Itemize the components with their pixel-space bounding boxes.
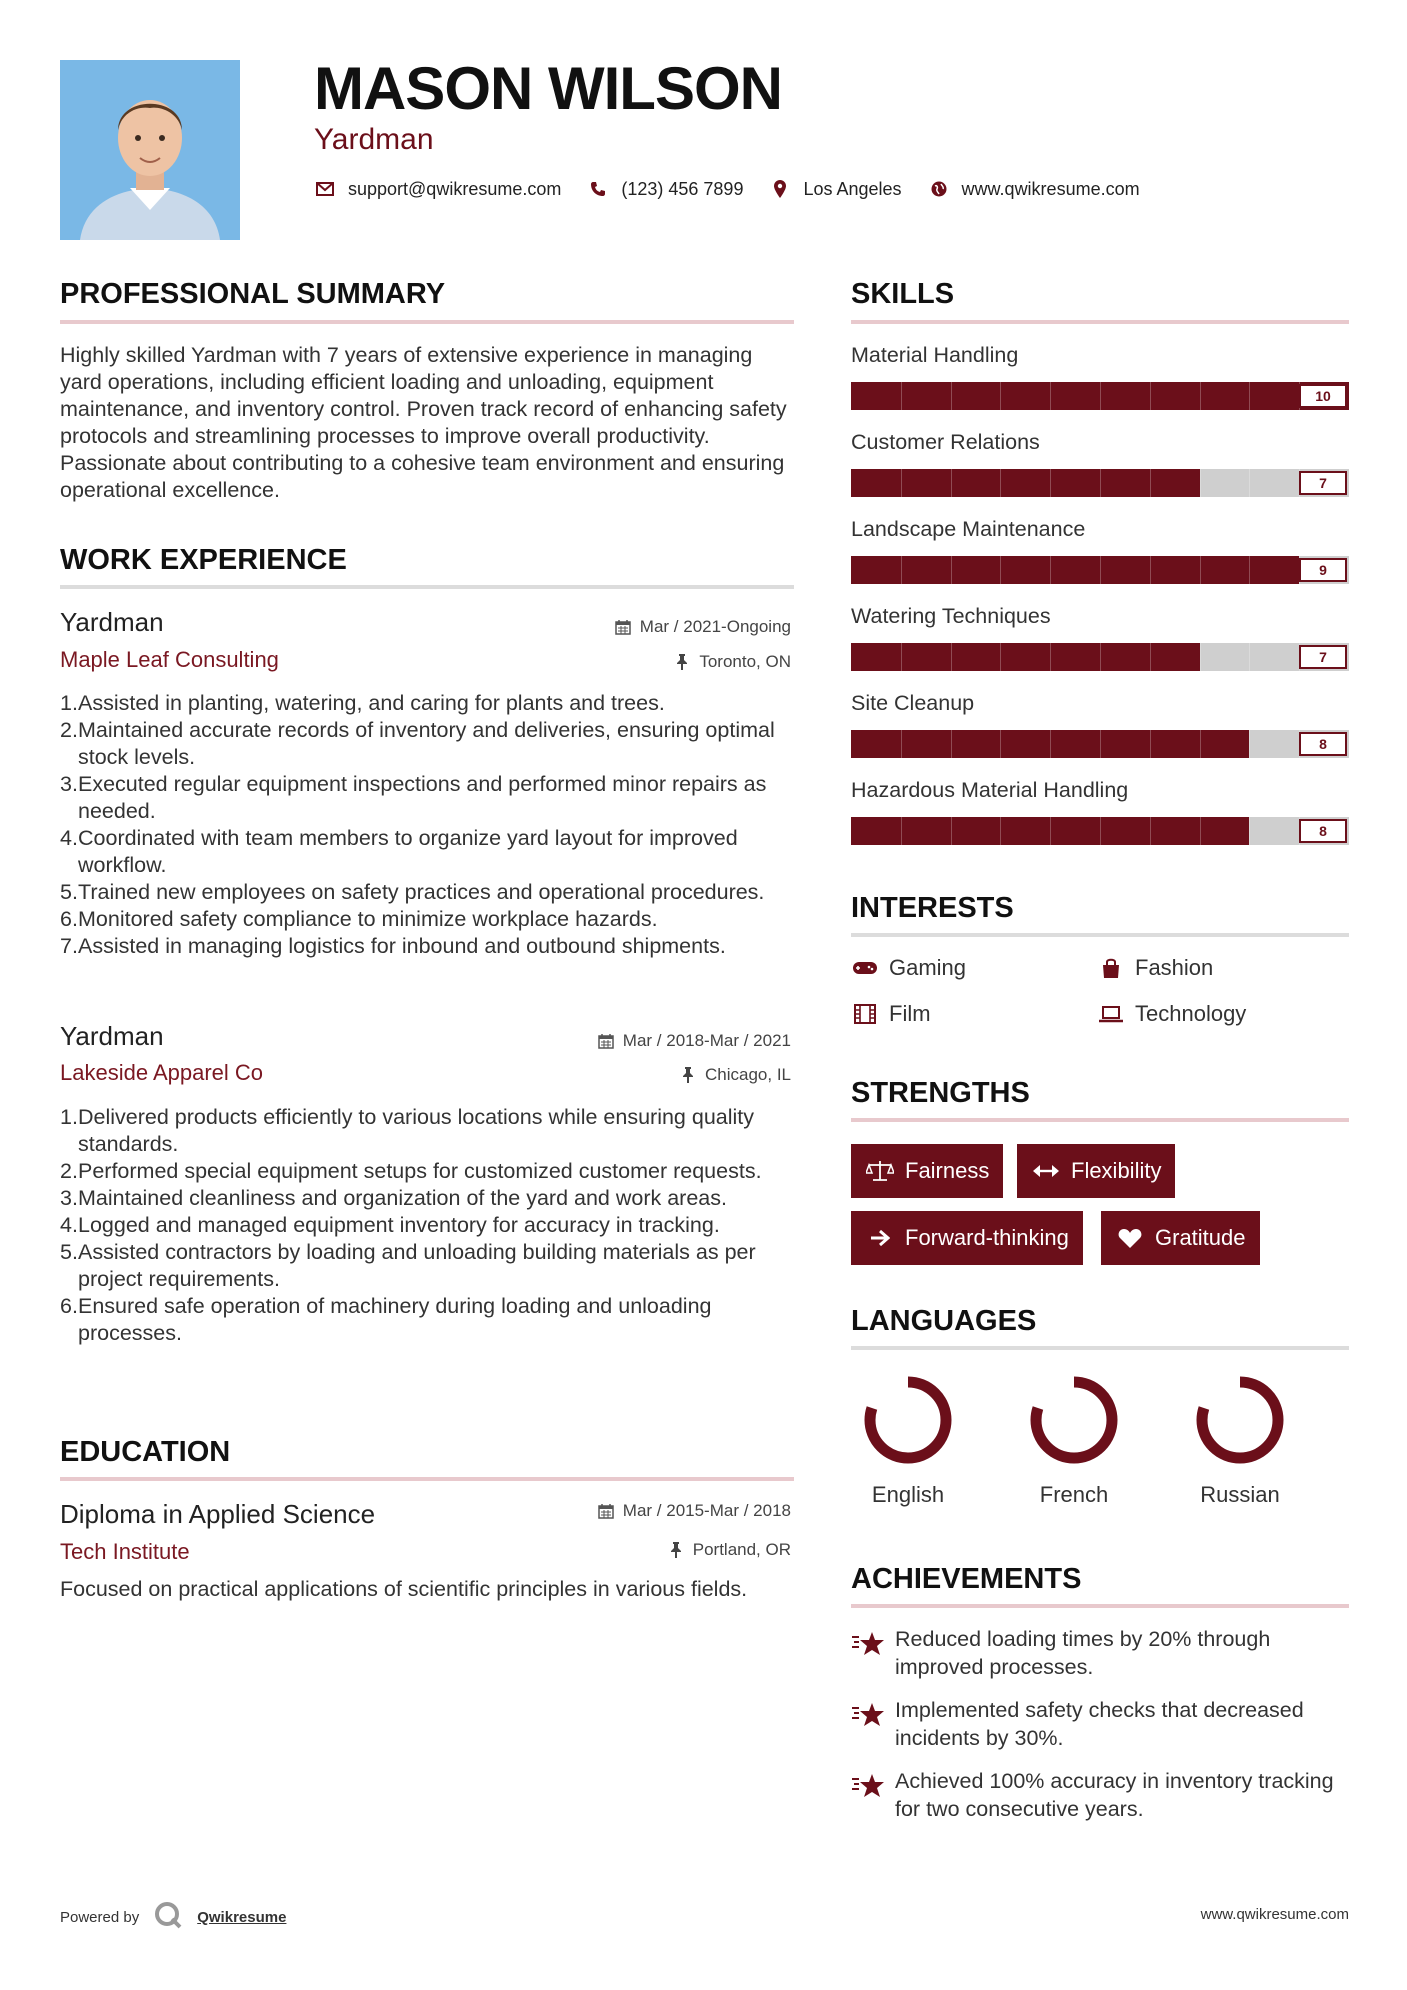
interest-item (1097, 1001, 1246, 1027)
skill-bar-segment (901, 469, 902, 497)
job-location (673, 651, 791, 673)
summary-text: Highly skilled Yardman with 7 years of extensive experience in managing yard operations, including efficient loading and unloading, equipment maintenance, and inventory control. Proven track record of enhancing safety protocols and streamlining processes to improve overall productivity. Passionate about contributing to a cohesive team environment and ensuring operational excellence. (60, 343, 787, 502)
education-divider (60, 1477, 794, 1481)
laptop-icon (1097, 1002, 1125, 1026)
calendar-icon (597, 1032, 615, 1050)
skill-name: Customer Relations (851, 430, 1040, 454)
achievement-text: Implemented safety checks that decreased incidents by 30%. (895, 1698, 1304, 1750)
education-school: Tech Institute (60, 1539, 190, 1564)
pushpin-icon (679, 1066, 697, 1084)
language-level-ring (1024, 1370, 1124, 1470)
skill-bar (851, 469, 1349, 497)
skill-bar-segment (1150, 730, 1151, 758)
contact-location: Los Angeles (803, 178, 902, 199)
list-item: 5. Trained new employees on safety practices and operational procedures. (60, 880, 765, 904)
education-dates-text: Mar / 2015-Mar / 2018 (622, 1501, 791, 1520)
skill-bar-segment (1150, 817, 1151, 845)
gamepad-icon (851, 956, 879, 980)
list-item: 4. Coordinated with team members to organize yard layout for improved workflow. (60, 826, 738, 877)
summary-divider (60, 320, 794, 324)
list-item: 4. Logged and managed equipment inventory for accuracy in tracking. (60, 1213, 720, 1237)
skill-bar-segment (951, 382, 952, 410)
map-marker-icon (769, 178, 791, 200)
achievements-divider (851, 1604, 1349, 1608)
skill-bar-segment (1200, 643, 1201, 671)
language-name: Russian (1200, 1482, 1280, 1507)
candidate-name: MASON WILSON (314, 55, 782, 122)
list-item: 2. Maintained accurate records of inventory and deliveries, ensuring optimal stock levels. (60, 718, 775, 769)
strength-tag (851, 1211, 1083, 1265)
skill-bar-segment (1050, 382, 1051, 410)
skill-bar (851, 730, 1349, 758)
skill-bar-segment (901, 556, 902, 584)
arrows-horizontal-icon (1031, 1159, 1061, 1183)
language-level-ring (858, 1370, 958, 1470)
skill-score: 8 (1299, 819, 1347, 843)
strengths-divider (851, 1118, 1349, 1122)
languages-divider (851, 1346, 1349, 1350)
list-item: 6. Ensured safe operation of machinery during loading and unloading processes. (60, 1294, 712, 1345)
skills-divider (851, 320, 1349, 324)
pushpin-icon (667, 1541, 685, 1559)
interest-label: Film (889, 1001, 931, 1026)
summary-heading: PROFESSIONAL SUMMARY (60, 278, 446, 310)
skill-bar-segment (951, 817, 952, 845)
job-dates (614, 616, 791, 638)
envelope-icon (314, 178, 336, 200)
skill-bar-segment (1050, 643, 1051, 671)
languages-heading: LANGUAGES (851, 1305, 1037, 1337)
job-dates-text: Mar / 2018-Mar / 2021 (622, 1031, 791, 1050)
skill-bar-segment (1249, 643, 1250, 671)
list-item: 3. Maintained cleanliness and organization of the yard and work areas. (60, 1186, 727, 1210)
skill-bar-segment (1200, 817, 1201, 845)
strength-label: Flexibility (1071, 1158, 1162, 1183)
strength-label: Fairness (905, 1158, 990, 1183)
interest-item (1097, 955, 1213, 981)
language-level-ring (1190, 1370, 1290, 1470)
skill-bar-segment (951, 469, 952, 497)
profile-photo (60, 60, 240, 240)
job-title: Yardman (60, 607, 164, 637)
star-icon (851, 1625, 895, 1655)
interests-divider (851, 933, 1349, 937)
calendar-icon (597, 1502, 615, 1520)
film-icon (851, 1002, 879, 1026)
education-location-text: Portland, OR (692, 1540, 791, 1559)
skill-bar-fill (851, 469, 1200, 497)
strength-tag (851, 1144, 1003, 1198)
skill-bar-segment (1050, 469, 1051, 497)
achievement-text: Reduced loading times by 20% through improved processes. (895, 1627, 1271, 1679)
skill-bar-segment (1249, 469, 1250, 497)
achievement-item (851, 1625, 1361, 1681)
achievement-item (851, 1767, 1361, 1823)
skill-name: Material Handling (851, 343, 1019, 367)
skill-bar-segment (1200, 556, 1201, 584)
skill-name: Watering Techniques (851, 604, 1051, 628)
skill-score: 9 (1299, 558, 1347, 582)
skill-name: Landscape Maintenance (851, 517, 1086, 541)
job-dates-text: Mar / 2021-Ongoing (639, 617, 791, 636)
skill-score: 8 (1299, 732, 1347, 756)
language-item (838, 1370, 978, 1508)
skill-bar-segment (1249, 382, 1250, 410)
balance-scale-icon (865, 1159, 895, 1183)
list-item: 1. Assisted in planting, watering, and caring for plants and trees. (60, 691, 665, 715)
skill-bar (851, 556, 1349, 584)
language-level-arc (1036, 1382, 1112, 1458)
language-level-arc (1202, 1382, 1278, 1458)
contact-bar (314, 176, 1166, 202)
achievements-heading: ACHIEVEMENTS (851, 1563, 1082, 1595)
achievement-text: Achieved 100% accuracy in inventory tracking for two consecutive years. (895, 1769, 1334, 1821)
skill-bar-segment (1200, 382, 1201, 410)
interest-item (851, 955, 966, 981)
list-item: 7. Assisted in managing logistics for inbound and outbound shipments. (60, 934, 726, 958)
job-title: Yardman (60, 1021, 164, 1051)
candidate-role: Yardman (314, 123, 434, 156)
skill-bar (851, 382, 1349, 410)
calendar-icon (614, 618, 632, 636)
skill-bar-segment (1050, 730, 1051, 758)
list-item: 5. Assisted contractors by loading and unloading building materials as per project requirements. (60, 1240, 756, 1291)
skill-bar-segment (1000, 382, 1001, 410)
skill-bar-segment (901, 643, 902, 671)
list-item: 6. Monitored safety compliance to minimize workplace hazards. (60, 907, 658, 931)
shopping-bag-icon (1097, 956, 1125, 980)
job-dates (597, 1030, 791, 1052)
language-item (1004, 1370, 1144, 1508)
job-company: Maple Leaf Consulting (60, 647, 279, 672)
skill-bar-segment (901, 817, 902, 845)
education-location (667, 1539, 791, 1561)
skill-bar (851, 643, 1349, 671)
skill-bar-segment (1200, 469, 1201, 497)
skill-bar-segment (1050, 817, 1051, 845)
strength-label: Forward-thinking (905, 1225, 1069, 1250)
job-bullets (60, 690, 804, 960)
skill-bar-segment (951, 643, 952, 671)
skill-bar-segment (1050, 556, 1051, 584)
footer-powered-by (60, 1900, 286, 1934)
interest-label: Technology (1135, 1001, 1247, 1026)
strengths-heading: STRENGTHS (851, 1077, 1030, 1109)
globe-icon (928, 178, 950, 200)
experience-heading: WORK EXPERIENCE (60, 544, 347, 576)
achievement-item (851, 1696, 1361, 1752)
skill-bar-segment (901, 382, 902, 410)
contact-website[interactable]: www.qwikresume.com (961, 178, 1140, 199)
skill-bar-segment (1100, 817, 1101, 845)
skill-bar (851, 817, 1349, 845)
job-location-text: Chicago, IL (705, 1065, 791, 1084)
qwikresume-link[interactable]: Qwikresume (197, 1908, 287, 1926)
interest-item (851, 1001, 931, 1027)
skill-bar-segment (1150, 469, 1151, 497)
arrow-right-icon (865, 1226, 895, 1250)
interest-label: Fashion (1135, 955, 1214, 980)
skill-bar-segment (1249, 556, 1250, 584)
pushpin-icon (673, 653, 691, 671)
experience-divider (60, 585, 794, 589)
star-icon (851, 1767, 895, 1797)
job-location (679, 1064, 791, 1086)
job-bullets (60, 1104, 804, 1347)
education-dates (597, 1500, 791, 1522)
heart-icon (1115, 1226, 1145, 1250)
skill-bar-segment (1000, 817, 1001, 845)
job-location-text: Toronto, ON (699, 652, 791, 671)
strength-tag (1101, 1211, 1260, 1265)
education-description: Focused on practical applications of scientific principles in various fields. (60, 1577, 748, 1601)
skill-score: 10 (1299, 384, 1347, 408)
contact-email[interactable]: support@qwikresume.com (348, 178, 562, 199)
skill-bar-segment (1150, 556, 1151, 584)
job-company: Lakeside Apparel Co (60, 1060, 264, 1085)
strength-tag (1017, 1144, 1175, 1198)
skill-bar-segment (1150, 382, 1151, 410)
skill-bar-segment (951, 730, 952, 758)
skill-bar-segment (1100, 643, 1101, 671)
list-item: 3. Executed regular equipment inspections and performed minor repairs as needed. (60, 772, 767, 823)
star-icon (851, 1696, 895, 1726)
language-name: French (1039, 1482, 1109, 1507)
skill-bar-segment (1100, 382, 1101, 410)
powered-by-label: Powered by (60, 1908, 140, 1926)
interest-label: Gaming (889, 955, 967, 980)
skill-bar-fill (851, 643, 1200, 671)
skill-bar-segment (1249, 817, 1250, 845)
education-degree: Diploma in Applied Science (60, 1499, 376, 1529)
skill-bar-fill (851, 556, 1299, 584)
interests-heading: INTERESTS (851, 892, 1014, 924)
skill-bar-segment (1000, 556, 1001, 584)
skills-heading: SKILLS (851, 278, 955, 310)
skill-score: 7 (1299, 645, 1347, 669)
skill-name: Site Cleanup (851, 691, 975, 715)
skill-bar-segment (1150, 643, 1151, 671)
list-item: 2. Performed special equipment setups for customized customer requests. (60, 1159, 762, 1183)
strength-label: Gratitude (1155, 1225, 1246, 1250)
skill-score: 7 (1299, 471, 1347, 495)
skill-name: Hazardous Material Handling (851, 778, 1129, 802)
list-item: 1. Delivered products efficiently to various locations while ensuring quality standards. (60, 1105, 755, 1156)
skill-bar-segment (1000, 469, 1001, 497)
education-heading: EDUCATION (60, 1436, 231, 1468)
skill-bar-segment (1100, 469, 1101, 497)
skill-bar-segment (901, 730, 902, 758)
language-name: English (871, 1482, 945, 1507)
skill-bar-segment (1000, 643, 1001, 671)
skill-bar-segment (1100, 730, 1101, 758)
skill-bar-segment (951, 556, 952, 584)
language-level-arc (870, 1382, 946, 1458)
skill-bar-segment (1100, 556, 1101, 584)
contact-phone[interactable]: (123) 456 7899 (621, 178, 744, 199)
qwikresume-logo-icon (153, 1900, 183, 1934)
skill-bar-segment (1200, 730, 1201, 758)
skill-bar-segment (1000, 730, 1001, 758)
footer-website[interactable]: www.qwikresume.com (1200, 1906, 1349, 1923)
skill-bar-segment (1249, 730, 1250, 758)
language-item (1170, 1370, 1310, 1508)
phone-icon (587, 178, 609, 200)
